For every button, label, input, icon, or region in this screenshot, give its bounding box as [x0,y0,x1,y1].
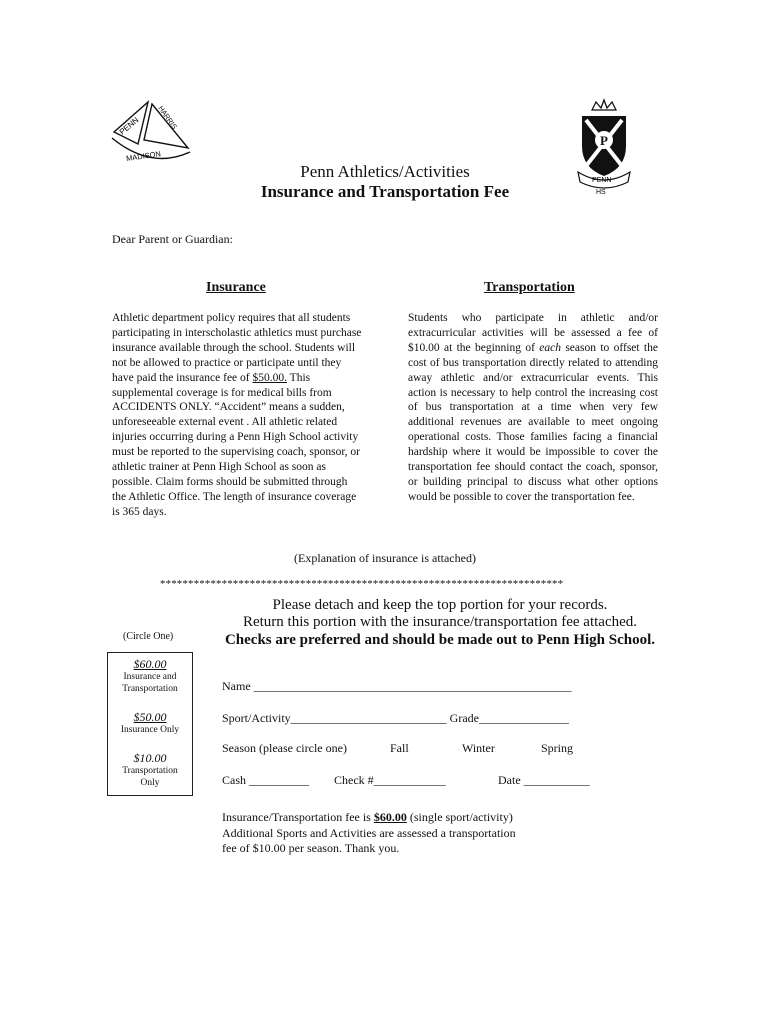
check-number-field[interactable]: Check #____________ [334,773,446,787]
penn-harris-madison-logo [108,100,194,164]
insurance-paragraph [112,311,364,520]
cash-field[interactable]: Cash __________ [222,773,309,787]
logo-text-madison: MADISON [125,149,162,164]
fee-option-price: $60.00 [133,657,167,671]
return-instruction: Return this portion with the insurance/transportation fee attached. [242,614,638,630]
detach-instruction: Please detach and keep the top portion for your records. [272,597,608,613]
detach-separator: ************************************************************************ [160,578,564,590]
fee-option-insurance-only[interactable] [108,710,192,737]
fee-option-price: $10.00 [133,751,167,765]
page-subtitle: Insurance and Transportation Fee [260,182,510,201]
season-option-fall[interactable]: Fall [390,741,409,755]
greeting: Dear Parent or Guardian: [112,232,233,246]
fee-summary-amount: $60.00 [373,810,407,824]
fee-summary-line1: Insurance/Transportation fee is $60.00 (single sport/activity) [222,810,513,824]
check-payable-instruction: Checks are preferred and should be made out to Penn High School. [224,632,656,648]
date-field[interactable]: Date ___________ [498,773,590,787]
season-label: Season (please circle one) [222,741,347,755]
crest-letter: P [600,133,608,148]
insurance-amount: $50.00. [252,371,287,384]
page-title: Penn Athletics/Activities [300,162,470,181]
fee-options-box [107,652,193,796]
insurance-text-part2: This supplemental coverage is for medical bills from ACCIDENTS ONLY. “Accident” means a sudden, unforeseeable external event . All athletic related injuries occurring during a Penn High School activity must be reported to the supervising coach, sponsor, or athletic trainer at Penn High School as soon as possible. Claim forms should be submitted through the Athletic Office. The length of insurance coverage is 365 days. [112,371,361,518]
logo-text-harris: HARRIS [156,105,178,131]
fee-summary-line2: Additional Sports and Activities are assessed a transportation [222,825,516,840]
transportation-text-part1: Students who participate in athletic and/or extracurricular activities will be assessed a fee of $10.00 at the beginning of [408,312,658,354]
fee-option-desc-line1: Insurance and [123,672,177,682]
fee-option-transportation-only[interactable] [108,751,192,789]
transportation-heading: Transportation [484,280,575,295]
fee-option-desc-line1: Insurance Only [120,725,180,735]
fee-summary [222,810,552,857]
transportation-text-part2: season to offset the cost of bus transportation directly related to attending away athletic and/or extracurricular events. This action is necessary to help control the increasing cost of bus transportation at a time when very few additional revenues are available to meet ongoing operational costs. Those families facing a financial hardship where it would be impossible to cover the transportation fee should contact the coach, sponsor, or building principal to discuss what other options would be possible to cover the transportation fee. [408,341,658,503]
insurance-explanation-note: (Explanation of insurance is attached) [294,551,476,565]
insurance-text-part1: Athletic department policy requires that all students participating in interscholastic athletics must purchase insurance available through the school. Students will not be allowed to practice or participate until they have paid the insurance fee of [112,312,362,384]
season-option-winter[interactable]: Winter [462,741,495,755]
transportation-emphasis: each [539,341,561,354]
fee-summary-line3: fee of $10.00 per season. Thank you. [222,841,400,855]
fee-option-desc-line2: Transportation [122,683,178,694]
name-field[interactable]: Name _____________________________________________________ [222,679,572,693]
season-option-spring[interactable]: Spring [541,741,574,755]
crest-banner-text: PENN [592,177,612,184]
sport-grade-field[interactable]: Sport/Activity__________________________ Grade_______________ [222,711,569,725]
circle-one-label: (Circle One) [123,631,174,642]
fee-option-desc-line1: Transportation [122,766,178,776]
fee-option-price: $50.00 [133,710,167,724]
transportation-paragraph [408,311,658,505]
crest-bottom-text: HS [596,189,606,196]
logo-text-penn: PENN [117,115,141,137]
fee-option-desc-line2: Only [140,777,160,788]
insurance-heading: Insurance [206,280,266,295]
fee-option-insurance-transportation[interactable] [108,657,192,695]
